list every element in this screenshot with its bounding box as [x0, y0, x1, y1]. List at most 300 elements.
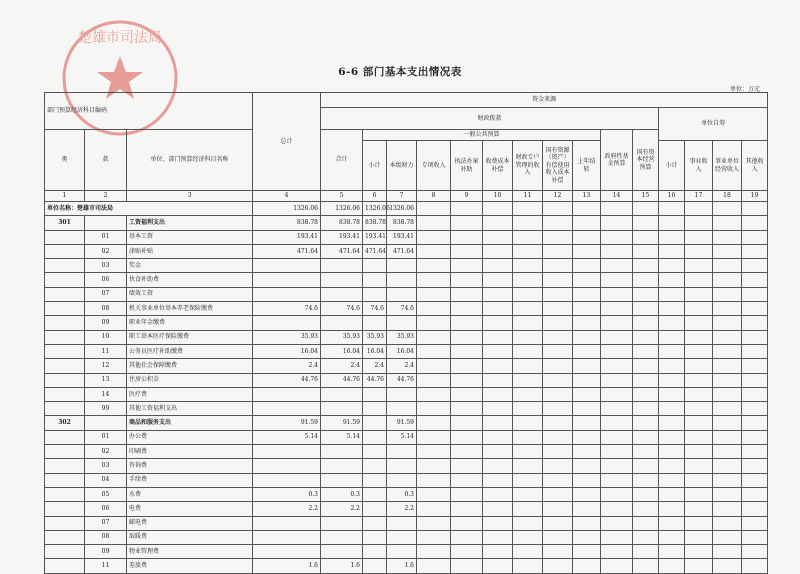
empty-cell: [659, 545, 685, 559]
table-row: [45, 430, 768, 444]
item-code-cell: 99: [85, 402, 127, 416]
header-state-assets: 国有资源（资产）有偿使用收入成本补偿: [543, 141, 573, 191]
current-fiscal-cell: 44.76: [387, 373, 417, 387]
empty-cell: [685, 316, 713, 330]
category-code-cell: [45, 473, 85, 487]
category-code-cell: 301: [45, 216, 85, 230]
empty-cell: [633, 502, 659, 516]
item-code-cell: 12: [85, 359, 127, 373]
empty-cell: [713, 445, 742, 459]
empty-cell: [513, 359, 543, 373]
empty-cell: [483, 402, 513, 416]
empty-cell: [543, 487, 573, 501]
category-code-cell: [45, 259, 85, 273]
empty-cell: [742, 330, 768, 344]
empty-cell: [633, 302, 659, 316]
item-code-cell: 06: [85, 273, 127, 287]
empty-cell: [513, 530, 543, 544]
empty-cell: [742, 344, 768, 358]
empty-cell: [633, 330, 659, 344]
svg-text:楚雄市司法局: 楚雄市司法局: [78, 30, 162, 46]
empty-cell: [451, 402, 483, 416]
category-code-cell: [45, 387, 85, 401]
small-subtotal-cell: 16.04: [363, 344, 387, 358]
empty-cell: [451, 516, 483, 530]
empty-cell: [713, 344, 742, 358]
header-state-capital-budget: 国有资本经营预算: [633, 130, 659, 191]
table-row: [45, 273, 768, 287]
header-fiscal-appropriation: 财政拨款: [321, 108, 659, 130]
empty-cell: [601, 302, 633, 316]
empty-cell: [685, 473, 713, 487]
empty-cell: [451, 387, 483, 401]
item-name-cell: 奖金: [127, 259, 253, 273]
table-row: [45, 216, 768, 230]
empty-cell: [601, 373, 633, 387]
subtotal-cell: [321, 473, 363, 487]
header-fee-income: 收费成本补偿: [483, 141, 513, 191]
small-subtotal-cell: 838.78: [363, 216, 387, 230]
empty-cell: [633, 430, 659, 444]
item-name-cell: 职业年金缴费: [127, 316, 253, 330]
empty-cell: [685, 387, 713, 401]
category-code-cell: [45, 359, 85, 373]
empty-cell: [633, 216, 659, 230]
empty-cell: [659, 487, 685, 501]
empty-cell: [713, 202, 742, 216]
empty-cell: [451, 545, 483, 559]
empty-cell: [513, 344, 543, 358]
empty-cell: [451, 287, 483, 301]
empty-cell: [685, 330, 713, 344]
empty-cell: [513, 387, 543, 401]
empty-cell: [451, 416, 483, 430]
total-cell: [253, 516, 321, 530]
empty-cell: [742, 559, 768, 573]
total-cell: 44.76: [253, 373, 321, 387]
empty-cell: [601, 430, 633, 444]
empty-cell: [543, 387, 573, 401]
empty-cell: [483, 473, 513, 487]
empty-cell: [659, 330, 685, 344]
empty-cell: [713, 230, 742, 244]
empty-cell: [633, 473, 659, 487]
empty-cell: [513, 259, 543, 273]
empty-cell: [601, 344, 633, 358]
total-cell: [253, 545, 321, 559]
item-name-cell: 物业管理费: [127, 545, 253, 559]
empty-cell: [742, 316, 768, 330]
item-name-cell: 基本工资: [127, 230, 253, 244]
empty-cell: [742, 287, 768, 301]
empty-cell: [633, 259, 659, 273]
subtotal-cell: 74.6: [321, 302, 363, 316]
empty-cell: [417, 402, 451, 416]
empty-cell: [713, 216, 742, 230]
total-cell: 5.14: [253, 430, 321, 444]
empty-cell: [601, 530, 633, 544]
empty-cell: [659, 473, 685, 487]
current-fiscal-cell: 2.2: [387, 502, 417, 516]
total-cell: 91.59: [253, 416, 321, 430]
empty-cell: [601, 402, 633, 416]
header-own-subtotal: 小计: [659, 141, 685, 191]
empty-cell: [742, 530, 768, 544]
empty-cell: [713, 430, 742, 444]
empty-cell: [513, 402, 543, 416]
empty-cell: [713, 402, 742, 416]
subtotal-cell: 2.2: [321, 502, 363, 516]
empty-cell: [513, 559, 543, 573]
empty-cell: [573, 430, 601, 444]
current-fiscal-cell: 471.64: [387, 244, 417, 258]
item-code-cell: 09: [85, 545, 127, 559]
empty-cell: [742, 259, 768, 273]
empty-cell: [659, 559, 685, 573]
total-cell: 0.3: [253, 487, 321, 501]
empty-cell: [742, 387, 768, 401]
empty-cell: [742, 416, 768, 430]
empty-cell: [659, 344, 685, 358]
empty-cell: [417, 202, 451, 216]
category-code-cell: [45, 344, 85, 358]
current-fiscal-cell: [387, 516, 417, 530]
empty-cell: [685, 416, 713, 430]
category-code-cell: [45, 302, 85, 316]
small-subtotal-cell: 193.41: [363, 230, 387, 244]
empty-cell: [685, 402, 713, 416]
empty-cell: [742, 487, 768, 501]
small-subtotal-cell: [363, 487, 387, 501]
item-name-cell: 医疗费: [127, 387, 253, 401]
empty-cell: [659, 402, 685, 416]
empty-cell: [685, 373, 713, 387]
subtotal-cell: 91.59: [321, 416, 363, 430]
small-subtotal-cell: [363, 473, 387, 487]
empty-cell: [543, 402, 573, 416]
empty-cell: [659, 387, 685, 401]
table-row: [45, 516, 768, 530]
item-code-cell: 08: [85, 302, 127, 316]
total-cell: 2.2: [253, 502, 321, 516]
empty-cell: [543, 359, 573, 373]
empty-cell: [742, 273, 768, 287]
total-cell: [253, 273, 321, 287]
item-name-cell: 取暖费: [127, 530, 253, 544]
category-code-cell: [45, 402, 85, 416]
category-code-cell: [45, 373, 85, 387]
empty-cell: [601, 230, 633, 244]
empty-cell: [513, 430, 543, 444]
empty-cell: [513, 516, 543, 530]
empty-cell: [713, 316, 742, 330]
empty-cell: [543, 344, 573, 358]
category-code-cell: [45, 516, 85, 530]
empty-cell: [742, 244, 768, 258]
empty-cell: [573, 516, 601, 530]
small-subtotal-cell: 35.93: [363, 330, 387, 344]
table-row: [45, 259, 768, 273]
empty-cell: [483, 359, 513, 373]
empty-cell: [451, 473, 483, 487]
table-row: [45, 302, 768, 316]
item-code-cell: [85, 216, 127, 230]
header-unit-name: 单位、部门预算经济科目名称: [127, 130, 253, 191]
category-code-cell: 302: [45, 416, 85, 430]
empty-cell: [601, 316, 633, 330]
empty-cell: [713, 416, 742, 430]
expenditure-table: [44, 92, 768, 574]
empty-cell: [483, 330, 513, 344]
empty-cell: [451, 316, 483, 330]
item-code-cell: 07: [85, 516, 127, 530]
small-subtotal-cell: [363, 502, 387, 516]
item-name-cell: 手续费: [127, 473, 253, 487]
empty-cell: [417, 259, 451, 273]
empty-cell: [573, 302, 601, 316]
empty-cell: [483, 316, 513, 330]
empty-cell: [543, 545, 573, 559]
empty-cell: [543, 516, 573, 530]
empty-cell: [633, 487, 659, 501]
empty-cell: [513, 487, 543, 501]
total-cell: [253, 459, 321, 473]
empty-cell: [713, 516, 742, 530]
table-row: [45, 330, 768, 344]
current-fiscal-cell: [387, 473, 417, 487]
empty-cell: [573, 502, 601, 516]
empty-cell: [543, 416, 573, 430]
empty-cell: [573, 559, 601, 573]
empty-cell: [601, 244, 633, 258]
table-row: [45, 530, 768, 544]
empty-cell: [483, 559, 513, 573]
item-name-cell: 伙食补助费: [127, 273, 253, 287]
empty-cell: [633, 516, 659, 530]
total-cell: [253, 445, 321, 459]
empty-cell: [633, 445, 659, 459]
empty-cell: [451, 430, 483, 444]
small-subtotal-cell: [363, 387, 387, 401]
empty-cell: [713, 387, 742, 401]
empty-cell: [417, 387, 451, 401]
current-fiscal-cell: 0.3: [387, 487, 417, 501]
empty-cell: [573, 230, 601, 244]
empty-cell: [543, 430, 573, 444]
empty-cell: [659, 302, 685, 316]
empty-cell: [573, 344, 601, 358]
item-name-cell: 工资福利支出: [127, 216, 253, 230]
empty-cell: [573, 387, 601, 401]
empty-cell: [633, 545, 659, 559]
empty-cell: [417, 344, 451, 358]
total-cell: [253, 387, 321, 401]
empty-cell: [659, 359, 685, 373]
table-row: [45, 244, 768, 258]
empty-cell: [685, 302, 713, 316]
empty-cell: [451, 530, 483, 544]
item-name-cell: 津贴补贴: [127, 244, 253, 258]
empty-cell: [713, 459, 742, 473]
empty-cell: [483, 287, 513, 301]
empty-cell: [543, 530, 573, 544]
empty-cell: [543, 373, 573, 387]
table-row: [45, 402, 768, 416]
empty-cell: [451, 502, 483, 516]
empty-cell: [513, 445, 543, 459]
table-row: [45, 487, 768, 501]
empty-cell: [417, 244, 451, 258]
empty-cell: [417, 502, 451, 516]
category-code-cell: [45, 502, 85, 516]
empty-cell: [685, 530, 713, 544]
subtotal-cell: [321, 387, 363, 401]
total-cell: [253, 287, 321, 301]
empty-cell: [543, 445, 573, 459]
empty-cell: [451, 202, 483, 216]
empty-cell: [713, 487, 742, 501]
category-code-cell: [45, 316, 85, 330]
empty-cell: [633, 230, 659, 244]
empty-cell: [483, 302, 513, 316]
empty-cell: [659, 244, 685, 258]
category-code-cell: [45, 230, 85, 244]
empty-cell: [483, 487, 513, 501]
small-subtotal-cell: [363, 545, 387, 559]
empty-cell: [417, 287, 451, 301]
empty-cell: [713, 287, 742, 301]
empty-cell: [543, 244, 573, 258]
empty-cell: [417, 459, 451, 473]
table-row: [45, 316, 768, 330]
item-name-cell: 印刷费: [127, 445, 253, 459]
empty-cell: [483, 416, 513, 430]
small-subtotal-cell: [363, 516, 387, 530]
empty-cell: [713, 502, 742, 516]
empty-cell: [659, 530, 685, 544]
item-name-cell: 机关事业单位基本养老保险缴费: [127, 302, 253, 316]
empty-cell: [685, 359, 713, 373]
total-cell: 35.93: [253, 330, 321, 344]
empty-cell: [659, 273, 685, 287]
item-code-cell: 01: [85, 430, 127, 444]
subtotal-cell: 1.6: [321, 559, 363, 573]
category-code-cell: [45, 273, 85, 287]
empty-cell: [573, 416, 601, 430]
total-cell: 193.41: [253, 230, 321, 244]
empty-cell: [483, 244, 513, 258]
empty-cell: [513, 316, 543, 330]
subtotal-cell: 0.3: [321, 487, 363, 501]
table-row: [45, 459, 768, 473]
empty-cell: [483, 259, 513, 273]
item-name-cell: 水费: [127, 487, 253, 501]
empty-cell: [601, 202, 633, 216]
empty-cell: [713, 545, 742, 559]
table-body: [45, 202, 768, 574]
header-special-income: 专项收入: [417, 141, 451, 191]
category-code-cell: [45, 559, 85, 573]
item-name-cell: 住房公积金: [127, 373, 253, 387]
empty-cell: [451, 445, 483, 459]
small-subtotal-cell: 74.6: [363, 302, 387, 316]
header-enforcement-fines: 执法办案补助: [451, 141, 483, 191]
empty-cell: [742, 230, 768, 244]
total-cell: 16.04: [253, 344, 321, 358]
item-code-cell: 07: [85, 287, 127, 301]
subtotal-cell: [321, 459, 363, 473]
empty-cell: [483, 516, 513, 530]
item-code-cell: 13: [85, 373, 127, 387]
small-subtotal-cell: [363, 287, 387, 301]
empty-cell: [417, 216, 451, 230]
item-name-cell: 绩效工资: [127, 287, 253, 301]
table-row: [45, 230, 768, 244]
empty-cell: [742, 373, 768, 387]
empty-cell: [451, 230, 483, 244]
current-fiscal-cell: [387, 445, 417, 459]
subtotal-cell: 44.76: [321, 373, 363, 387]
category-code-cell: [45, 244, 85, 258]
empty-cell: [543, 559, 573, 573]
empty-cell: [483, 387, 513, 401]
header-own-funds: 单位自筹: [659, 108, 768, 141]
item-code-cell: 11: [85, 559, 127, 573]
empty-cell: [713, 244, 742, 258]
empty-cell: [573, 402, 601, 416]
current-fiscal-cell: [387, 459, 417, 473]
empty-cell: [742, 202, 768, 216]
empty-cell: [417, 373, 451, 387]
empty-cell: [742, 502, 768, 516]
empty-cell: [417, 473, 451, 487]
empty-cell: [513, 244, 543, 258]
empty-cell: [601, 287, 633, 301]
empty-cell: [742, 445, 768, 459]
total-cell: 1.6: [253, 559, 321, 573]
empty-cell: [417, 416, 451, 430]
current-fiscal-cell: [387, 287, 417, 301]
empty-cell: [742, 302, 768, 316]
empty-cell: [513, 373, 543, 387]
item-code-cell: 01: [85, 230, 127, 244]
empty-cell: [633, 559, 659, 573]
total-cell: [253, 473, 321, 487]
item-name-cell: 职工基本医疗保险缴费: [127, 330, 253, 344]
total-cell: 471.64: [253, 244, 321, 258]
empty-cell: [659, 516, 685, 530]
empty-cell: [483, 545, 513, 559]
empty-cell: [417, 516, 451, 530]
subtotal-cell: [321, 545, 363, 559]
empty-cell: [573, 216, 601, 230]
subtotal-cell: 193.41: [321, 230, 363, 244]
small-subtotal-cell: 1326.06: [363, 202, 387, 216]
empty-cell: [742, 459, 768, 473]
empty-cell: [543, 287, 573, 301]
empty-cell: [417, 359, 451, 373]
empty-cell: [573, 487, 601, 501]
empty-cell: [742, 216, 768, 230]
total-cell: [253, 402, 321, 416]
empty-cell: [417, 487, 451, 501]
empty-cell: [713, 259, 742, 273]
empty-cell: [742, 359, 768, 373]
empty-cell: [543, 230, 573, 244]
item-code-cell: 02: [85, 244, 127, 258]
small-subtotal-cell: [363, 559, 387, 573]
column-number-row: 1 2 3 4 5 6 7 8 9 10 11 12 13 14 15 16 17 18 19: [45, 191, 768, 202]
